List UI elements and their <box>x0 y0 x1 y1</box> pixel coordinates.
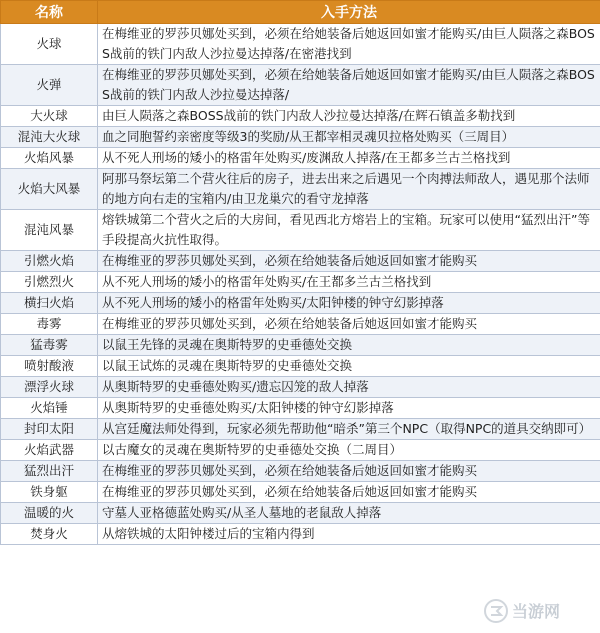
acquisition-method-cell: 从不死人刑场的矮小的格雷年处购买/在王都多兰古兰格找到 <box>98 272 600 293</box>
spell-name-cell: 火焰大风暴 <box>1 169 98 210</box>
acquisition-method-cell: 由巨人陨落之森BOSS战前的铁门内敌人沙拉曼达掉落/在辉石镇盖多勒找到 <box>98 106 600 127</box>
table-row <box>1 356 600 377</box>
table-row <box>1 419 600 440</box>
acquisition-method-cell: 在梅维亚的罗莎贝娜处买到，必须在给她装备后她返回如蜜才能购买 <box>98 482 600 503</box>
header-method: 入手方法 <box>98 1 600 24</box>
table-row <box>1 24 600 65</box>
acquisition-method-cell: 从不死人刑场的矮小的格雷年处购买/太阳钟楼的钟守幻影掉落 <box>98 293 600 314</box>
acquisition-method-cell: 以鼠王试炼的灵魂在奥斯特罗的史垂德处交换 <box>98 356 600 377</box>
acquisition-method-cell: 在梅维亚的罗莎贝娜处买到，必须在给她装备后她返回如蜜才能购买 <box>98 314 600 335</box>
acquisition-method-cell: 从奥斯特罗的史垂德处购买/太阳钟楼的钟守幻影掉落 <box>98 398 600 419</box>
acquisition-method-cell: 守墓人亚格德蓝处购买/从圣人墓地的老鼠敌人掉落 <box>98 503 600 524</box>
spell-name-cell: 漂浮火球 <box>1 377 98 398</box>
acquisition-method-cell: 阿那马祭坛第二个营火往后的房子，进去出来之后遇见一个肉搏法师敌人，遇见那个法师的地方向右走的宝箱内/由卫龙巢穴的看守龙掉落 <box>98 169 600 210</box>
table-row <box>1 272 600 293</box>
acquisition-method-cell: 熔铁城第二个营火之后的大房间，看见西北方熔岩上的宝箱。玩家可以使用“猛烈出汗”等手段提高火抗性取得。 <box>98 210 600 251</box>
spell-name-cell: 封印太阳 <box>1 419 98 440</box>
table-row <box>1 169 600 210</box>
acquisition-method-cell: 以古魔女的灵魂在奥斯特罗的史垂德处交换（二周目） <box>98 440 600 461</box>
header-row <box>1 1 600 24</box>
table-row <box>1 148 600 169</box>
acquisition-method-cell: 血之同胞誓约亲密度等级3的奖励/从王都宰相灵魂贝拉格处购买（三周目） <box>98 127 600 148</box>
table-row <box>1 314 600 335</box>
table-row <box>1 398 600 419</box>
spell-name-cell: 火焰风暴 <box>1 148 98 169</box>
table-row <box>1 335 600 356</box>
table-body <box>1 24 600 545</box>
spell-name-cell: 喷射酸液 <box>1 356 98 377</box>
table-row <box>1 65 600 106</box>
acquisition-method-cell: 在梅维亚的罗莎贝娜处买到，必须在给她装备后她返回如蜜才能购买/由巨人陨落之森BOSS战前的铁门内敌人沙拉曼达掉落/在密港找到 <box>98 24 600 65</box>
header-name: 名称 <box>1 1 98 24</box>
spell-name-cell: 猛毒雾 <box>1 335 98 356</box>
spell-name-cell: 毒雾 <box>1 314 98 335</box>
spell-name-cell: 火焰锤 <box>1 398 98 419</box>
spell-name-cell: 混沌风暴 <box>1 210 98 251</box>
table-row <box>1 251 600 272</box>
acquisition-method-cell: 在梅维亚的罗莎贝娜处买到，必须在给她装备后她返回如蜜才能购买/由巨人陨落之森BOSS战前的铁门内敌人沙拉曼达掉落/ <box>98 65 600 106</box>
table-row <box>1 503 600 524</box>
spell-name-cell: 火球 <box>1 24 98 65</box>
watermark-text: 当游网 <box>512 602 561 621</box>
watermark-logo <box>482 593 592 629</box>
acquisition-method-cell: 在梅维亚的罗莎贝娜处买到，必须在给她装备后她返回如蜜才能购买 <box>98 461 600 482</box>
table-row <box>1 524 600 545</box>
table-header <box>1 1 600 24</box>
table-row <box>1 127 600 148</box>
acquisition-method-cell: 以鼠王先锋的灵魂在奥斯特罗的史垂德处交换 <box>98 335 600 356</box>
spell-name-cell: 大火球 <box>1 106 98 127</box>
acquisition-method-cell: 从不死人刑场的矮小的格雷年处购买/废渊敌人掉落/在王都多兰古兰格找到 <box>98 148 600 169</box>
spell-name-cell: 焚身火 <box>1 524 98 545</box>
table-row <box>1 106 600 127</box>
acquisition-method-cell: 从熔铁城的太阳钟楼过后的宝箱内得到 <box>98 524 600 545</box>
acquisition-method-cell: 从宫廷魔法师处得到，玩家必须先帮助他“暗杀”第三个NPC（取得NPC的道具交纳即可） <box>98 419 600 440</box>
spell-name-cell: 引燃火焰 <box>1 251 98 272</box>
spell-name-cell: 温暖的火 <box>1 503 98 524</box>
spell-name-cell: 铁身躯 <box>1 482 98 503</box>
spell-name-cell: 引燃烈火 <box>1 272 98 293</box>
spell-name-cell: 猛烈出汗 <box>1 461 98 482</box>
table-row <box>1 293 600 314</box>
acquisition-method-cell: 从奥斯特罗的史垂德处购买/遗忘囚笼的敌人掉落 <box>98 377 600 398</box>
table-row <box>1 461 600 482</box>
acquisition-method-cell: 在梅维亚的罗莎贝娜处买到，必须在给她装备后她返回如蜜才能购买 <box>98 251 600 272</box>
spell-name-cell: 横扫火焰 <box>1 293 98 314</box>
table-row <box>1 440 600 461</box>
table-row <box>1 482 600 503</box>
spell-name-cell: 火焰武器 <box>1 440 98 461</box>
spell-name-cell: 混沌大火球 <box>1 127 98 148</box>
table-row <box>1 377 600 398</box>
table-row <box>1 210 600 251</box>
spell-name-cell: 火弹 <box>1 65 98 106</box>
